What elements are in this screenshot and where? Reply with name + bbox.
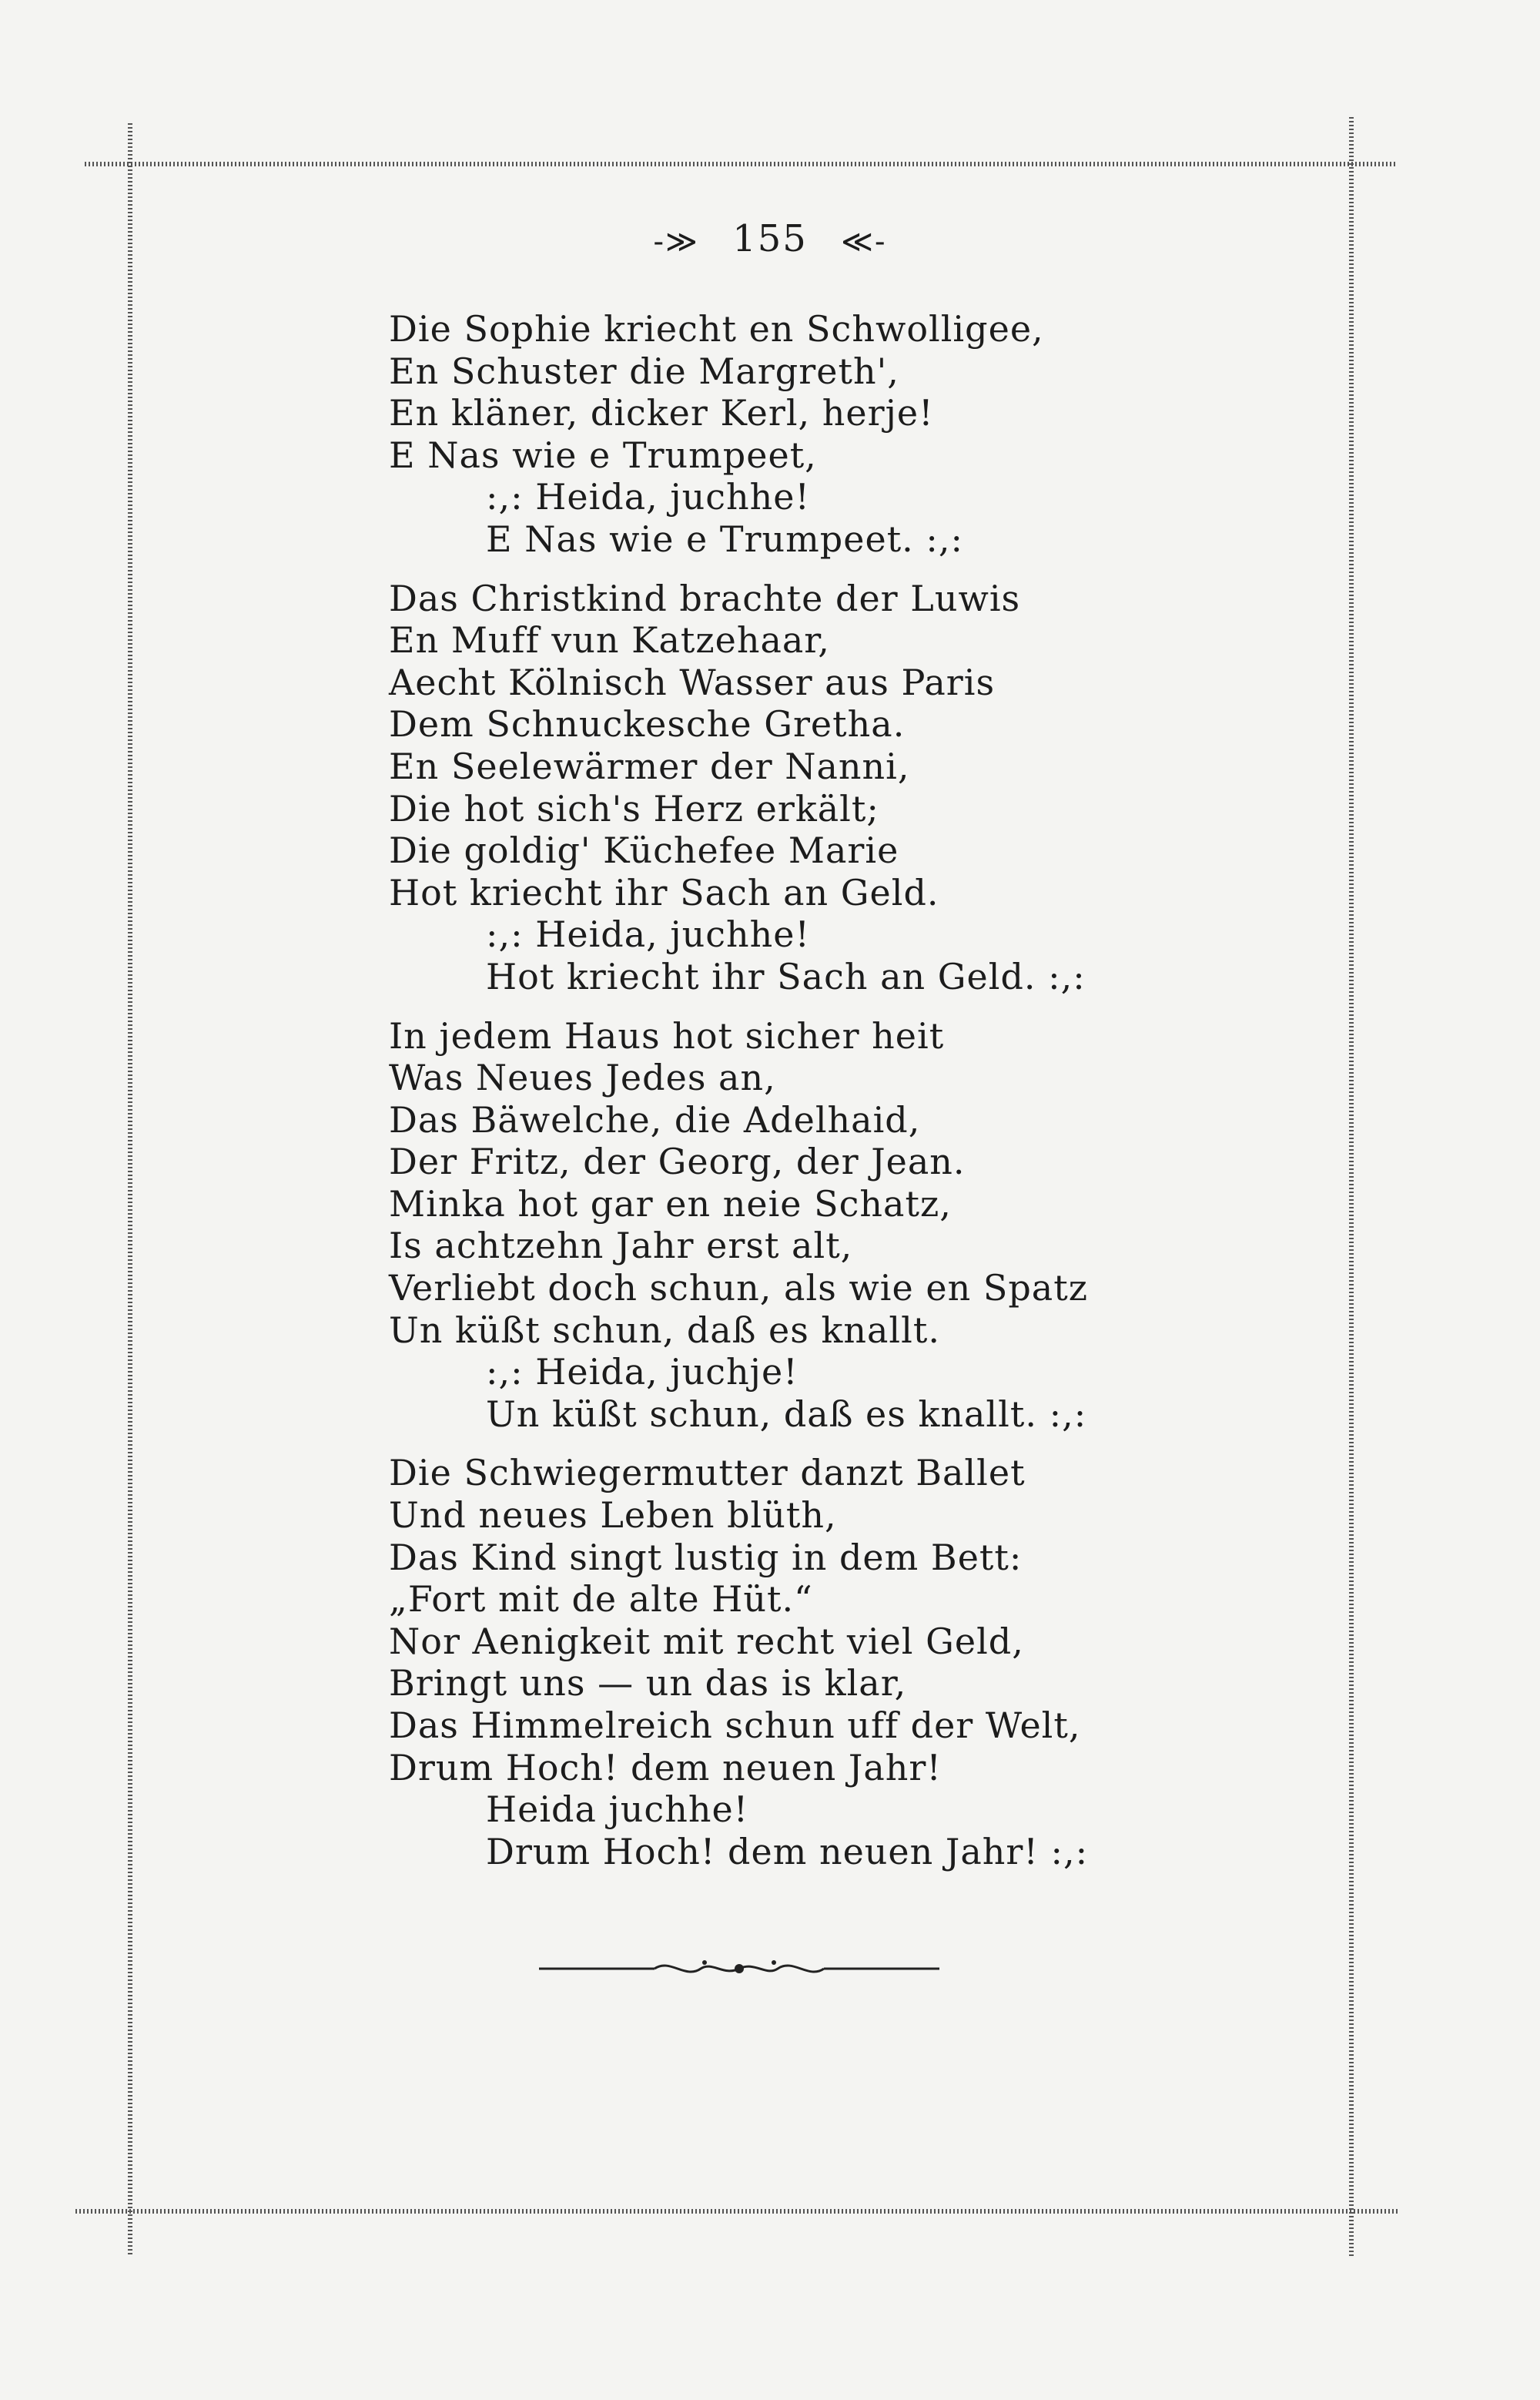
verse-line: Verliebt doch schun, als wie en Spatz <box>389 1267 1088 1309</box>
header-ornament-left: -≫ <box>653 223 699 260</box>
frame-bottom-rule <box>75 2209 1398 2214</box>
verse-line: Un küßt schun, daß es knallt. <box>389 1309 940 1351</box>
frame-right-rule <box>1349 117 1354 2258</box>
verse-line: Das Christkind brachte der Luwis <box>389 577 1021 619</box>
verse-line: En kläner, dicker Kerl, herje! <box>389 392 934 434</box>
stanza <box>389 1015 1159 1436</box>
frame-left-rule <box>128 123 132 2257</box>
verse-line: Das Himmelreich schun uff der Welt, <box>389 1704 1081 1746</box>
verse-line: Was Neues Jedes an, <box>389 1057 776 1099</box>
verse-line: Die Sophie kriecht en Schwolligee, <box>389 308 1044 350</box>
verse-line: Und neues Leben blüth, <box>389 1494 837 1537</box>
verse-line: Drum Hoch! dem neuen Jahr! <box>389 1746 942 1788</box>
verse-line: Bringt uns — un das is klar, <box>389 1662 907 1704</box>
verse-line: In jedem Haus hot sicher heit <box>389 1014 945 1057</box>
refrain-line: Drum Hoch! dem neuen Jahr! :,: <box>486 1830 1089 1872</box>
page-number: 155 <box>732 217 808 260</box>
verse-line: Is achtzehn Jahr erst alt, <box>389 1225 853 1267</box>
poem <box>389 308 1159 1889</box>
tailpiece-ornament <box>539 1953 939 1984</box>
stanza <box>389 578 1159 998</box>
header-ornament-right: ≪- <box>841 223 887 260</box>
refrain-line: Un küßt schun, daß es knallt. :,: <box>486 1393 1087 1435</box>
verse-line: Hot kriecht ihr Sach an Geld. <box>389 871 939 913</box>
frame-top-rule <box>85 162 1398 166</box>
refrain-line: Hot kriecht ihr Sach an Geld. :,: <box>486 955 1086 997</box>
verse-line: En Seelewärmer der Nanni, <box>389 745 910 787</box>
verse-line: Der Fritz, der Georg, der Jean. <box>389 1141 966 1183</box>
verse-line: Die hot sich's Herz erkält; <box>389 787 879 830</box>
stanza <box>389 308 1159 561</box>
refrain-line: :,: Heida, juchhe! <box>486 913 811 956</box>
verse-line: Minka hot gar en neie Schatz, <box>389 1182 952 1225</box>
verse-line: Das Kind singt lustig in dem Bett: <box>389 1536 1023 1578</box>
verse-line: Aecht Kölnisch Wasser aus Paris <box>389 661 996 703</box>
refrain-line: :,: Heida, juchhe! <box>486 476 811 518</box>
stanza <box>389 1452 1159 1872</box>
verse-line: En Schuster die Margreth', <box>389 350 899 392</box>
verse-line: Die Schwiegermutter danzt Ballet <box>389 1452 1026 1494</box>
verse-line: „Fort mit de alte Hüt.“ <box>389 1578 813 1621</box>
page-header <box>0 217 1540 260</box>
verse-line: E Nas wie e Trumpeet, <box>389 434 817 476</box>
verse-line: En Muff vun Katzehaar, <box>389 619 830 662</box>
refrain-line: E Nas wie e Trumpeet. :,: <box>486 518 964 560</box>
refrain-line: Heida juchhe! <box>486 1788 749 1831</box>
refrain-line: :,: Heida, juchje! <box>486 1351 798 1393</box>
verse-line: Nor Aenigkeit mit recht viel Geld, <box>389 1620 1024 1662</box>
verse-line: Die goldig' Küchefee Marie <box>389 830 899 872</box>
verse-line: Das Bäwelche, die Adelhaid, <box>389 1098 921 1141</box>
verse-line: Dem Schnuckesche Gretha. <box>389 703 906 746</box>
